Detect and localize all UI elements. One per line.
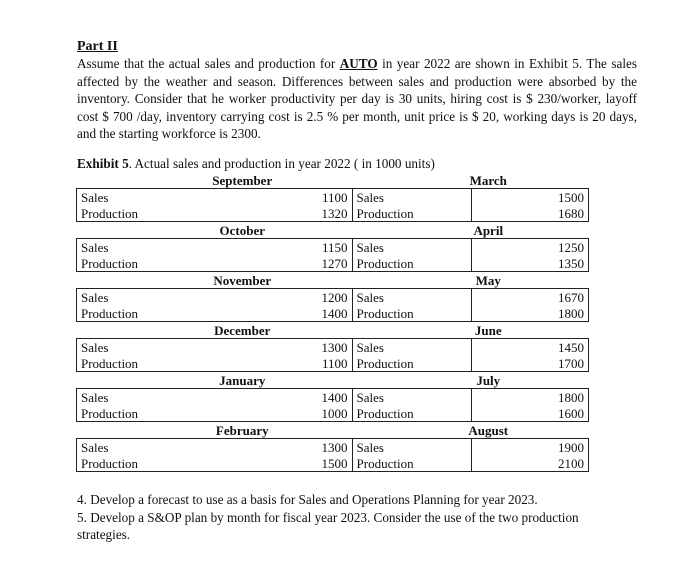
production-label: Production [352,305,471,322]
production-label: Production [352,405,471,422]
month-header-row [77,222,589,239]
month-label-left: September [212,172,273,188]
sales-label: Sales [352,339,471,356]
sales-label: Sales [352,289,471,306]
production-value-right: 1680 [471,205,588,222]
sales-row [77,289,589,306]
month-label-right: April [473,222,504,238]
part-title: Part II [77,39,118,54]
sales-value-left: 1100 [254,189,352,206]
production-label: Production [352,255,471,272]
sales-value-right: 1450 [471,339,588,356]
sales-value-left: 1400 [254,389,352,406]
sales-value-right: 1800 [471,389,588,406]
question-4: 4. Develop a forecast to use as a basis for Sales and Operations Planning for year 2023. [77,492,538,507]
sales-label: Sales [77,439,255,456]
exhibit-title [77,156,435,172]
sales-label: Sales [77,189,255,206]
sales-value-left: 1300 [254,339,352,356]
production-value-left: 1100 [254,355,352,372]
intro-paragraph [77,55,637,143]
exhibit-label: Exhibit 5 [77,156,129,171]
month-label-left: January [219,372,266,388]
month-header-row [77,272,589,289]
production-row [77,305,589,322]
sales-value-right: 1670 [471,289,588,306]
sales-row [77,389,589,406]
sales-label: Sales [352,389,471,406]
production-row [77,255,589,272]
month-header-row [77,322,589,339]
sales-label: Sales [352,439,471,456]
intro-text-1: Assume that the actual sales and production for [77,56,340,71]
questions [77,491,632,544]
sales-value-right: 1900 [471,439,588,456]
production-value-right: 2100 [471,455,588,472]
production-value-right: 1350 [471,255,588,272]
production-label: Production [352,355,471,372]
sales-value-right: 1250 [471,239,588,256]
month-header-row [77,172,589,189]
sales-row [77,189,589,206]
question-5: 5. Develop a S&OP plan by month for fiscal year 2023. Consider the use of the two production strategies. [77,509,579,542]
month-label-left: October [219,222,265,238]
month-label-right: June [474,322,502,338]
production-row [77,355,589,372]
month-label-left: December [214,322,271,338]
exhibit-caption: . Actual sales and production in year 2022 ( in 1000 units) [128,156,435,171]
month-label-left: February [215,422,269,438]
production-row [77,455,589,472]
sales-label: Sales [77,239,255,256]
month-label-right: July [476,372,501,388]
production-row [77,405,589,422]
production-label: Production [77,355,255,372]
sales-value-left: 1200 [254,289,352,306]
production-value-left: 1000 [254,405,352,422]
production-label: Production [77,205,255,222]
intro-text-2: in year 2022 are shown in Exhibit 5. The sales affected by the weather and season. Differences between sales and production were absorbed by the inventory. Consider that he worker productivity per day is 30 units, hiring cost is $ 230/worker, layoff cost $ 700 /day, inventory carrying cost is 2.5 % per month, unit price is $ 20, working days is 20 days, and the starting workforce is 2300. [77,56,637,141]
sales-label: Sales [352,239,471,256]
sales-label: Sales [77,289,255,306]
sales-label: Sales [352,189,471,206]
production-row [77,205,589,222]
sales-row [77,239,589,256]
sales-value-left: 1300 [254,439,352,456]
month-label-right: March [469,172,507,188]
production-label: Production [77,305,255,322]
production-value-right: 1700 [471,355,588,372]
production-label: Production [77,455,255,472]
sales-label: Sales [77,339,255,356]
month-label-right: May [475,272,501,288]
production-value-left: 1500 [254,455,352,472]
sales-value-left: 1150 [254,239,352,256]
month-header-row [77,422,589,439]
sales-label: Sales [77,389,255,406]
sales-row [77,339,589,356]
intro-company-name: AUTO [339,56,378,71]
production-value-left: 1400 [254,305,352,322]
production-value-right: 1600 [471,405,588,422]
production-label: Production [352,205,471,222]
exhibit-table [76,172,589,472]
month-label-left: November [213,272,272,288]
month-header-row [77,372,589,389]
production-value-right: 1800 [471,305,588,322]
month-label-right: August [468,422,509,438]
production-value-left: 1270 [254,255,352,272]
production-label: Production [77,255,255,272]
sales-row [77,439,589,456]
production-label: Production [352,455,471,472]
production-label: Production [77,405,255,422]
production-value-left: 1320 [254,205,352,222]
sales-value-right: 1500 [471,189,588,206]
